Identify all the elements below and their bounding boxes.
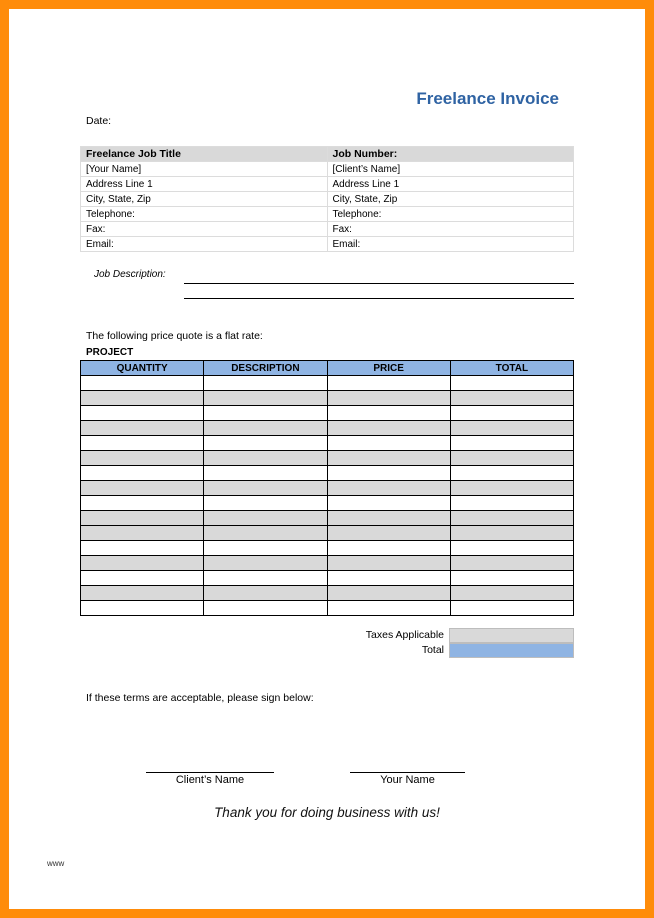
- total-cell[interactable]: [450, 601, 573, 616]
- description-cell[interactable]: [204, 436, 327, 451]
- price-table-row: [81, 481, 574, 496]
- total-cell[interactable]: [450, 391, 573, 406]
- freelancer-city-field[interactable]: City, State, Zip: [81, 192, 328, 207]
- terms-text: If these terms are acceptable, please sign below:: [86, 692, 314, 704]
- total-cell[interactable]: [450, 481, 573, 496]
- total-cell[interactable]: [450, 451, 573, 466]
- price-cell[interactable]: [327, 541, 450, 556]
- freelancer-fax-field[interactable]: Fax:: [81, 222, 328, 237]
- contact-info-header: [81, 147, 574, 162]
- client-email-field[interactable]: Email:: [327, 237, 574, 252]
- total-label: Total: [421, 644, 444, 656]
- freelancer-name-field[interactable]: [Your Name]: [81, 162, 328, 177]
- description-cell[interactable]: [204, 541, 327, 556]
- description-cell[interactable]: [204, 451, 327, 466]
- price-cell[interactable]: [327, 436, 450, 451]
- your-signature-line[interactable]: [350, 772, 465, 773]
- client-signature-line[interactable]: [146, 772, 274, 773]
- freelancer-address-field[interactable]: Address Line 1: [81, 177, 328, 192]
- quantity-column-header: QUANTITY: [81, 361, 204, 376]
- price-cell[interactable]: [327, 481, 450, 496]
- quantity-cell[interactable]: [81, 391, 204, 406]
- contact-info-row: [81, 177, 574, 192]
- price-table-header: [81, 361, 574, 376]
- price-cell[interactable]: [327, 466, 450, 481]
- price-table-row: [81, 586, 574, 601]
- total-cell[interactable]: [450, 376, 573, 391]
- total-cell[interactable]: [450, 466, 573, 481]
- quantity-cell[interactable]: [81, 421, 204, 436]
- description-cell[interactable]: [204, 526, 327, 541]
- price-cell[interactable]: [327, 451, 450, 466]
- total-cell[interactable]: [450, 571, 573, 586]
- contact-info-row: [81, 222, 574, 237]
- price-cell[interactable]: [327, 526, 450, 541]
- price-table-row: [81, 511, 574, 526]
- your-signature-label: Your Name: [380, 774, 435, 786]
- quantity-cell[interactable]: [81, 406, 204, 421]
- price-cell[interactable]: [327, 376, 450, 391]
- quantity-cell[interactable]: [81, 496, 204, 511]
- total-cell[interactable]: [450, 421, 573, 436]
- price-table-row: [81, 496, 574, 511]
- total-cell[interactable]: [450, 586, 573, 601]
- job-description-line-2[interactable]: [184, 298, 574, 299]
- thank-you-message: Thank you for doing business with us!: [214, 805, 440, 820]
- client-signature-label: Client’s Name: [175, 774, 245, 786]
- price-cell[interactable]: [327, 511, 450, 526]
- price-table-row: [81, 436, 574, 451]
- client-telephone-field[interactable]: Telephone:: [327, 207, 574, 222]
- description-cell[interactable]: [204, 511, 327, 526]
- price-table-row: [81, 406, 574, 421]
- client-name-field[interactable]: [Client’s Name]: [327, 162, 574, 177]
- taxes-field[interactable]: [449, 628, 574, 643]
- date-label: Date:: [86, 115, 112, 127]
- description-cell[interactable]: [204, 391, 327, 406]
- contact-info-row: [81, 207, 574, 222]
- job-title-header: Freelance Job Title: [81, 147, 328, 162]
- price-cell[interactable]: [327, 601, 450, 616]
- total-cell[interactable]: [450, 436, 573, 451]
- price-cell[interactable]: [327, 406, 450, 421]
- freelancer-telephone-field[interactable]: Telephone:: [81, 207, 328, 222]
- description-cell[interactable]: [204, 601, 327, 616]
- total-cell[interactable]: [450, 541, 573, 556]
- invoice-page: [9, 9, 645, 909]
- job-description-label: Job Description:: [94, 269, 166, 280]
- description-cell[interactable]: [204, 406, 327, 421]
- flat-rate-label: The following price quote is a flat rate:: [86, 330, 263, 342]
- price-table-row: [81, 601, 574, 616]
- description-cell[interactable]: [204, 556, 327, 571]
- total-cell[interactable]: [450, 511, 573, 526]
- description-cell[interactable]: [204, 376, 327, 391]
- client-address-field[interactable]: Address Line 1: [327, 177, 574, 192]
- contact-info-table: [80, 146, 574, 252]
- price-table-row: [81, 526, 574, 541]
- quantity-cell[interactable]: [81, 376, 204, 391]
- total-cell[interactable]: [450, 526, 573, 541]
- client-fax-field[interactable]: Fax:: [327, 222, 574, 237]
- price-cell[interactable]: [327, 496, 450, 511]
- total-column-header: TOTAL: [450, 361, 573, 376]
- price-table-row: [81, 556, 574, 571]
- price-table-row: [81, 541, 574, 556]
- description-cell[interactable]: [204, 496, 327, 511]
- price-table: [80, 360, 574, 616]
- client-city-field[interactable]: City, State, Zip: [327, 192, 574, 207]
- quantity-cell[interactable]: [81, 571, 204, 586]
- contact-info-row: [81, 237, 574, 252]
- total-cell[interactable]: [450, 496, 573, 511]
- quantity-cell[interactable]: [81, 481, 204, 496]
- quantity-cell[interactable]: [81, 541, 204, 556]
- project-label: PROJECT: [86, 347, 134, 358]
- price-table-row: [81, 391, 574, 406]
- total-cell[interactable]: [450, 556, 573, 571]
- price-cell[interactable]: [327, 586, 450, 601]
- price-table-row: [81, 451, 574, 466]
- description-cell[interactable]: [204, 481, 327, 496]
- description-cell[interactable]: [204, 421, 327, 436]
- quantity-cell[interactable]: [81, 436, 204, 451]
- total-field[interactable]: [449, 643, 574, 658]
- price-table-body: [81, 376, 574, 616]
- price-column-header: PRICE: [327, 361, 450, 376]
- quantity-cell[interactable]: [81, 466, 204, 481]
- contact-info-row: [81, 192, 574, 207]
- footer-text: www: [47, 859, 65, 868]
- freelancer-email-field[interactable]: Email:: [81, 237, 328, 252]
- price-table-row: [81, 571, 574, 586]
- price-table-row: [81, 466, 574, 481]
- quantity-cell[interactable]: [81, 586, 204, 601]
- description-cell[interactable]: [204, 586, 327, 601]
- price-cell[interactable]: [327, 421, 450, 436]
- quantity-cell[interactable]: [81, 526, 204, 541]
- price-cell[interactable]: [327, 571, 450, 586]
- description-cell[interactable]: [204, 466, 327, 481]
- quantity-cell[interactable]: [81, 511, 204, 526]
- contact-info-row: [81, 162, 574, 177]
- description-column-header: DESCRIPTION: [204, 361, 327, 376]
- job-number-header: Job Number:: [327, 147, 574, 162]
- quantity-cell[interactable]: [81, 451, 204, 466]
- price-cell[interactable]: [327, 391, 450, 406]
- invoice-title: Freelance Invoice: [416, 89, 559, 108]
- taxes-label: Taxes Applicable: [365, 629, 444, 641]
- quantity-cell[interactable]: [81, 601, 204, 616]
- job-description-line-1[interactable]: [184, 283, 574, 284]
- description-cell[interactable]: [204, 571, 327, 586]
- price-cell[interactable]: [327, 556, 450, 571]
- price-table-row: [81, 421, 574, 436]
- price-table-row: [81, 376, 574, 391]
- quantity-cell[interactable]: [81, 556, 204, 571]
- total-cell[interactable]: [450, 406, 573, 421]
